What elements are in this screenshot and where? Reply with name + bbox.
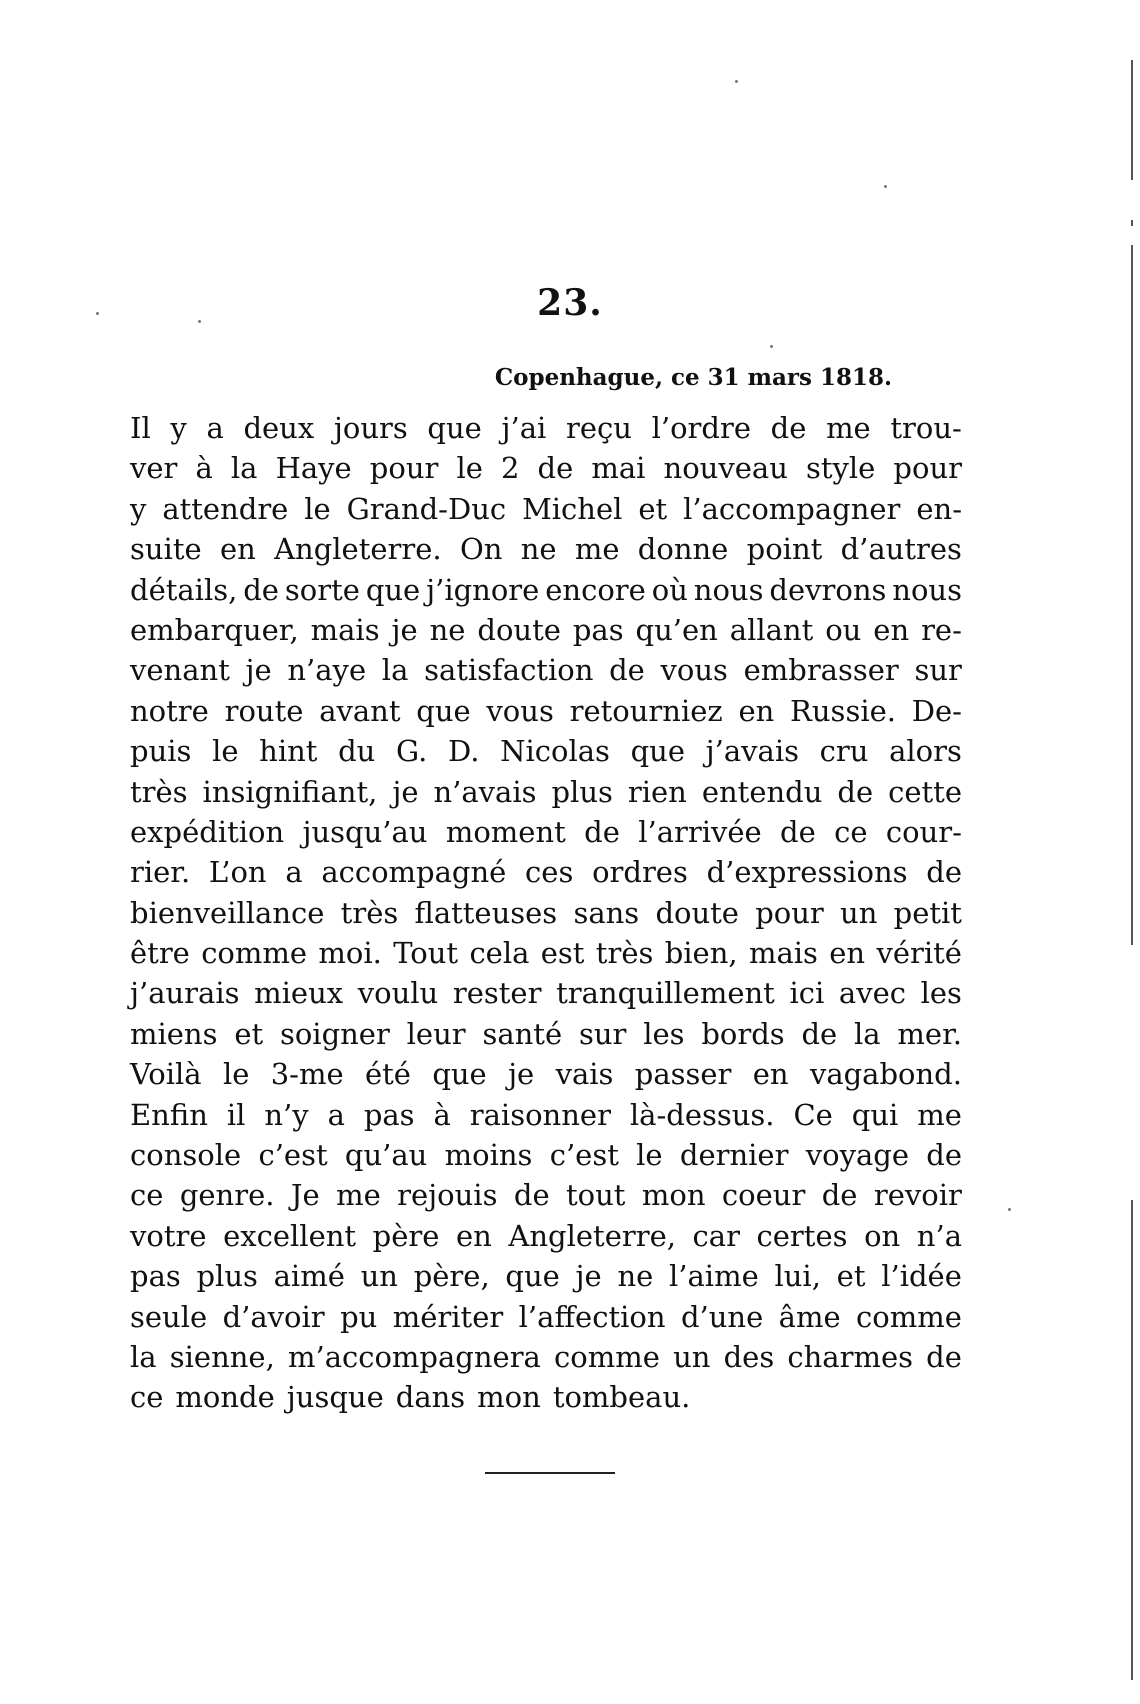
scan-speck [770,345,773,348]
text-line: Voilà le 3-me été que je vais passer en vagabond. [130,1057,962,1092]
text-line: y attendre le Grand-Duc Michel et l’accompagner en- [130,491,962,526]
scan-speck [1008,1208,1011,1211]
text-line: très insignifiant, je n’avais plus rien entendu de cette [130,774,962,809]
text-line: embarquer, mais je ne doute pas qu’en allant ou en re- [130,612,962,647]
scan-edge-mark [1131,1200,1133,1680]
text-line: console c’est qu’au moins c’est le dernier voyage de [130,1138,962,1173]
letter-body [130,408,962,1418]
text-line: Enfin il n’y a pas à raisonner là-dessus. Ce qui me [130,1097,962,1132]
text-line: notre route avant que vous retourniez en Russie. De- [130,693,962,728]
text-line: bienveillance très flatteuses sans doute pour un petit [130,895,962,930]
letter-number: 23. [537,282,603,324]
text-line: suite en Angleterre. On ne me donne point d’autres [130,532,962,567]
text-line: être comme moi. Tout cela est très bien, mais en vérité [130,936,962,971]
text-line: seule d’avoir pu mériter l’affection d’une âme comme [130,1299,962,1334]
text-line: ce genre. Je me rejouis de tout mon coeur de revoir [130,1178,962,1213]
text-line: pas plus aimé un père, que je ne l’aime lui, et l’idée [130,1259,962,1294]
scan-speck [735,80,738,83]
text-line: miens et soigner leur santé sur les bords de la mer. [130,1016,962,1051]
scan-edge-mark [1131,245,1133,945]
text-line: puis le hint du G. D. Nicolas que j’avais cru alors [130,734,962,769]
scan-margin-marks [1120,0,1140,1704]
text-line: Il y a deux jours que j’ai reçu l’ordre de me trou- [130,411,962,445]
text-line: la sienne, m’accompagnera comme un des charmes de [130,1339,962,1374]
scan-speck [198,320,201,323]
scan-speck [96,312,99,315]
text-line: détails, de sorte que j’ignore encore où nous devrons nous [130,572,962,607]
text-line: venant je n’aye la satisfaction de vous embrasser sur [130,653,962,688]
text-line: j’aurais mieux voulu rester tranquillement ici avec les [130,976,962,1011]
scan-edge-mark [1131,220,1133,226]
dateline: Copenhague, ce 31 mars 1818. [494,364,892,391]
scan-edge-mark [1131,60,1133,180]
text-line: expédition jusqu’au moment de l’arrivée de ce cour- [130,814,962,849]
section-divider [485,1472,615,1474]
text-line: ver à la Haye pour le 2 de mai nouveau style pour [130,451,962,486]
text-line: ce monde jusque dans mon tombeau. [130,1380,691,1415]
text-line: votre excellent père en Angleterre, car certes on n’a [130,1218,962,1253]
text-line: rier. L’on a accompagné ces ordres d’expressions de [130,855,962,890]
scan-speck [884,185,887,188]
